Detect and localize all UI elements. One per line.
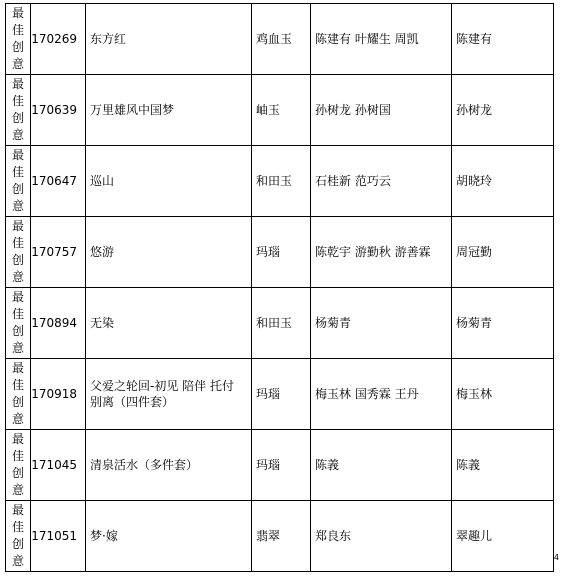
award-cell [6, 146, 31, 217]
material: 玛瑙 [252, 217, 311, 288]
award-label: 最佳创意 [11, 77, 24, 142]
award-cell [6, 4, 31, 75]
authors: 陈乾宇 游勤秋 游善霖 [311, 217, 452, 288]
table-row [6, 501, 554, 572]
work-title: 梦·嫁 [86, 501, 252, 572]
table-row [6, 359, 554, 430]
recipient: 杨菊青 [452, 288, 554, 359]
authors: 石桂新 范巧云 [311, 146, 452, 217]
recipient: 陈建有 [452, 4, 554, 75]
page-number: 4 [553, 553, 559, 562]
award-cell [6, 430, 31, 501]
recipient: 周冠勤 [452, 217, 554, 288]
work-title: 父爱之轮回-初见 陪伴 托付 别离（四件套） [86, 359, 252, 430]
table-row [6, 4, 554, 75]
award-cell [6, 75, 31, 146]
award-label: 最佳创意 [11, 361, 24, 426]
material: 玛瑙 [252, 430, 311, 501]
work-title: 巡山 [86, 146, 252, 217]
recipient: 翠趣儿 [452, 501, 554, 572]
award-cell [6, 288, 31, 359]
table-row [6, 146, 554, 217]
material: 翡翠 [252, 501, 311, 572]
entry-number: 171051 [31, 501, 86, 572]
entry-number: 170894 [31, 288, 86, 359]
work-title: 无染 [86, 288, 252, 359]
award-cell [6, 359, 31, 430]
entry-number: 170918 [31, 359, 86, 430]
award-label: 最佳创意 [11, 290, 24, 355]
authors: 杨菊青 [311, 288, 452, 359]
award-label: 最佳创意 [11, 6, 24, 71]
authors: 陈義 [311, 430, 452, 501]
recipient: 陈義 [452, 430, 554, 501]
award-label: 最佳创意 [11, 432, 24, 497]
entry-number: 170757 [31, 217, 86, 288]
award-cell [6, 217, 31, 288]
award-label: 最佳创意 [11, 148, 24, 213]
award-label: 最佳创意 [11, 503, 24, 568]
recipient: 胡晓玲 [452, 146, 554, 217]
material: 玛瑙 [252, 359, 311, 430]
awards-table [5, 3, 554, 572]
material: 鸡血玉 [252, 4, 311, 75]
recipient: 梅玉林 [452, 359, 554, 430]
authors: 梅玉林 国秀霖 王丹 [311, 359, 452, 430]
work-title: 清泉活水（多件套） [86, 430, 252, 501]
table-row [6, 430, 554, 501]
material: 岫玉 [252, 75, 311, 146]
authors: 陈建有 叶耀生 周凯 [311, 4, 452, 75]
work-title: 万里雄风中国梦 [86, 75, 252, 146]
work-title: 东方红 [86, 4, 252, 75]
authors: 孙树龙 孙树国 [311, 75, 452, 146]
table-row [6, 288, 554, 359]
entry-number: 170639 [31, 75, 86, 146]
table-row [6, 217, 554, 288]
entry-number: 170647 [31, 146, 86, 217]
table-row [6, 75, 554, 146]
award-cell [6, 501, 31, 572]
work-title: 悠游 [86, 217, 252, 288]
entry-number: 171045 [31, 430, 86, 501]
recipient: 孙树龙 [452, 75, 554, 146]
material: 和田玉 [252, 146, 311, 217]
authors: 郑良东 [311, 501, 452, 572]
material: 和田玉 [252, 288, 311, 359]
award-label: 最佳创意 [11, 219, 24, 284]
awards-table-body [6, 4, 554, 572]
entry-number: 170269 [31, 4, 86, 75]
